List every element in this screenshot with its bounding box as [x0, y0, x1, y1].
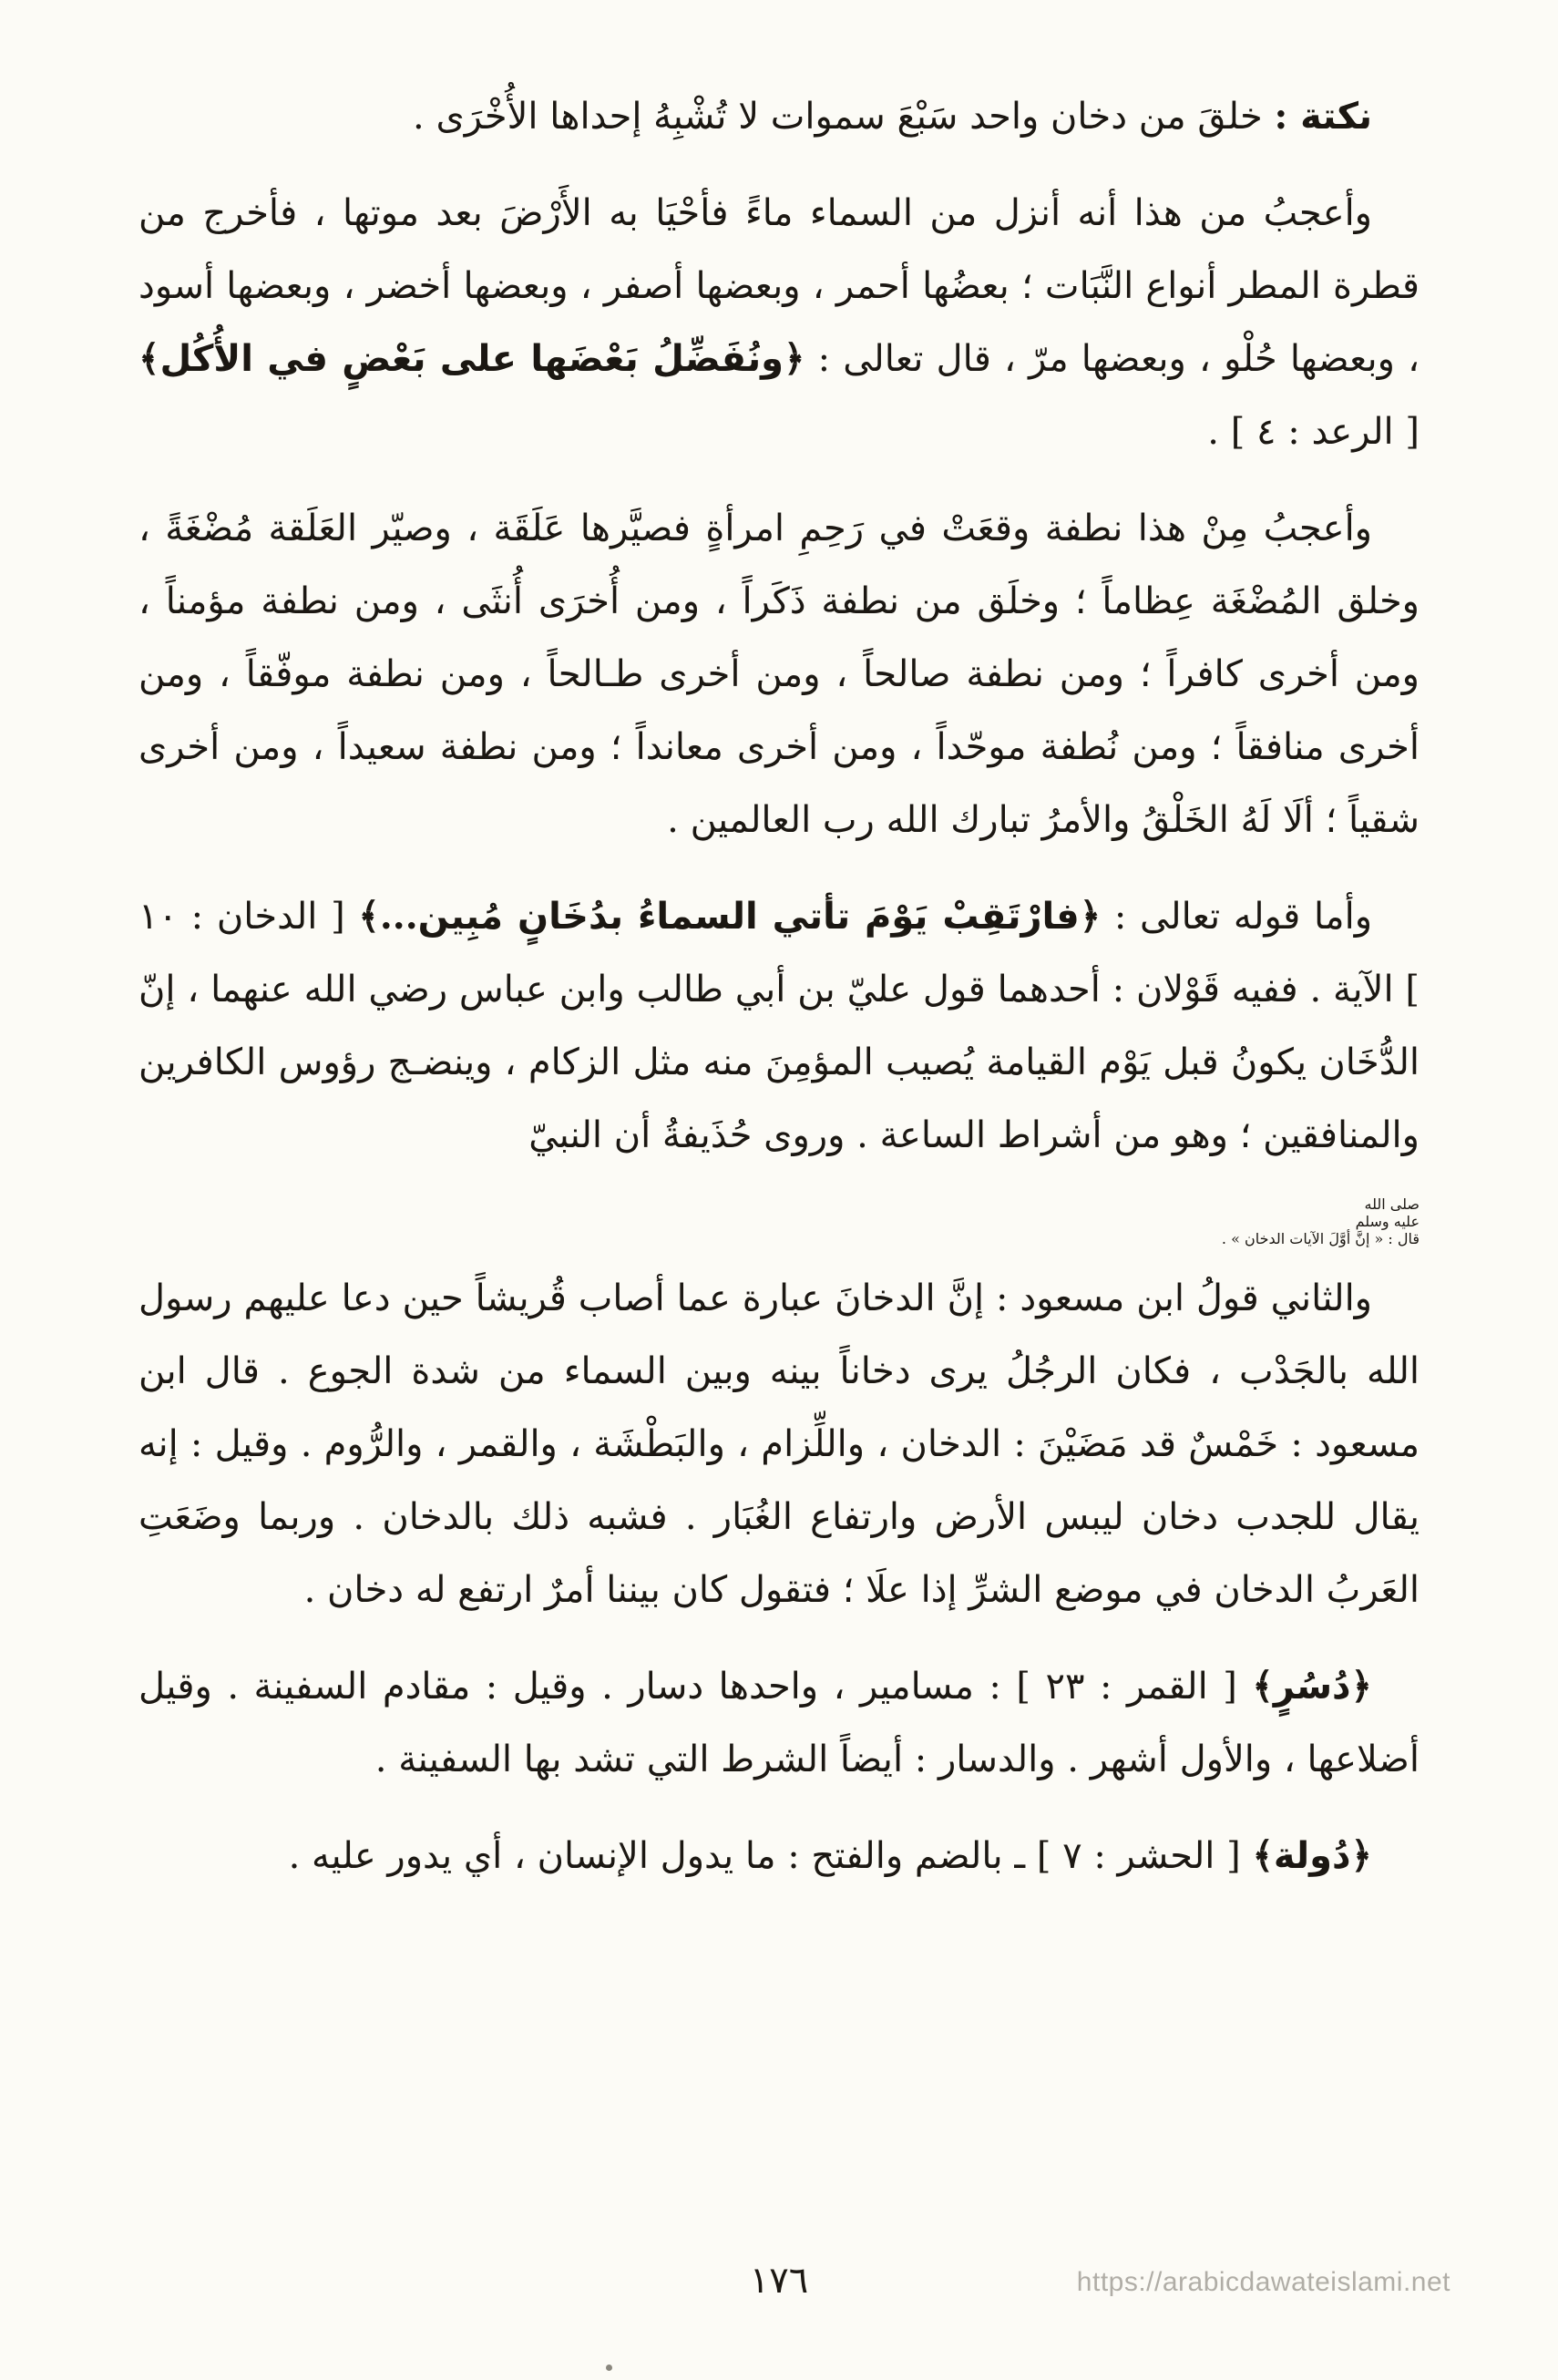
- paragraph-nutfa: [138, 492, 1420, 857]
- nukta-text: خلقَ من دخان واحد سَبْعَ سموات لا تُشْبِهُ إحداها الأُخْرَى .: [413, 96, 1263, 138]
- quran-quote-dukhan: ﴿فارْتَقِبْ يَوْمَ تأتي السماءُ بدُخَانٍ مُبِين...﴾: [358, 895, 1102, 938]
- scan-artifact-dot: [606, 2365, 612, 2371]
- paragraph-ibn-masud: [138, 1262, 1420, 1626]
- quran-quote-raad: ﴿ونُفَضِّلُ بَعْضَها على بَعْضٍ في الأُكُل﴾: [138, 337, 805, 380]
- dusur-text: [ القمر : ٢٣ ] : مسامير ، واحدها دسار . وقيل : مقادم السفينة . وقيل أضلاعها ، والأول أشهر . والدسار : أيضاً الشرط التي تشد بها السفينة .: [138, 1666, 1420, 1780]
- paragraph-nukta: [138, 80, 1420, 153]
- dawla-term: ﴿دُولة﴾: [1252, 1834, 1372, 1877]
- paragraph-dawla: [138, 1820, 1420, 1893]
- dusur-term: ﴿دُسُرٍ﴾: [1252, 1665, 1372, 1708]
- dukhan-hadith: قال : « إنَّ أوَّلَ الآيات الدخان » .: [1221, 1230, 1420, 1247]
- nutfa-text: وأعجبُ مِنْ هذا نطفة وقعَتْ في رَحِمِ امرأةٍ فصيَّرها عَلَقَة ، وصيّر العَلَقة مُضْغَةً ، وخلق المُضْغَة عِظاماً ؛ وخلَق من نطفة ذَكَراً ، ومن أُخرَى أُنثَى ، ومن نطفة مؤمناً ، ومن أخرى كافراً ؛ ومن نطفة صالحاً ، ومن أخرى طـالحاً ، ومن نطفة موفّقاً ، ومن أخرى منافقاً ؛ ومن نُطفة موحّداً ، ومن أخرى معانداً ؛ ومن نطفة سعيداً ، ومن أخرى شقياً ؛ ألَا لَهُ الخَلْقُ والأمرُ تبارك الله رب العالمين .: [138, 508, 1420, 841]
- ibn-masud-text: والثاني قولُ ابن مسعود : إنَّ الدخانَ عبارة عما أصاب قُريشاً حين دعا عليهم رسول الله بالجَدْب ، فكان الرجُلُ يرى دخاناً بينه وبين السماء من شدة الجوع . قال ابن مسعود : خَمْسٌ قد مَضَيْنَ : الدخان ، واللِّزام ، والبَطْشَة ، والقمر ، والرُّوم . وقيل : إنه يقال للجدب دخان ليبس الأرض وارتفاع الغُبَار . فشبه ذلك بالدخان . وربما وضَعَتِ العَربُ الدخان في موضع الشرِّ إذا علَا ؛ فتقول كان بيننا أمرٌ ارتفع له دخان .: [138, 1277, 1420, 1611]
- nukta-label: نكتة :: [1274, 95, 1372, 138]
- quran-ref-raad: [ الرعد : ٤ ] .: [1207, 411, 1420, 453]
- watermark-url: https://arabicdawateislami.net: [1076, 2267, 1450, 2297]
- page-footer: [0, 2260, 1558, 2314]
- paragraph-dusur: [138, 1650, 1420, 1796]
- paragraph-rain-plants: [138, 177, 1420, 468]
- paragraph-dukhan-verse: [138, 880, 1420, 1172]
- rain-plants-text: وأعجبُ من هذا أنه أنزل من السماء ماءً فأحْيَا به الأَرْضَ بعد موتها ، فأخرج من قطرة المطر أنواع النَّبَات ؛ بعضُها أحمر ، وبعضها أصفر ، وبعضها أخضر ، وبعضها أسود ، وبعضها حُلْو ، وبعضها مرّ ، قال تعالى :: [138, 192, 1420, 380]
- dawla-text: [ الحشر : ٧ ] ـ بالضم والفتح : ما يدول الإنسان ، أي يدور عليه .: [288, 1835, 1241, 1877]
- saw-mark-line2: عليه وسلم: [1355, 1213, 1420, 1230]
- page-number: ١٧٦: [749, 2260, 809, 2302]
- saw-mark-line1: صلى الله: [1364, 1195, 1420, 1213]
- dukhan-body: [ الدخان : ١٠ ] الآية . ففيه قَوْلان : أحدهما قول عليّ بن أبي طالب وابن عباس رضي الله عنهما ، إنّ الدُّخَان يكونُ قبل يَوْم القيامة يُصيب المؤمِنَ منه مثل الزكام ، وينضـج رؤوس الكافرين والمنافقين ؛ وهو من أشراط الساعة . وروى حُذَيفةُ أن النبيّ: [138, 896, 1420, 1156]
- dukhan-intro: وأما قوله تعالى :: [1113, 896, 1373, 938]
